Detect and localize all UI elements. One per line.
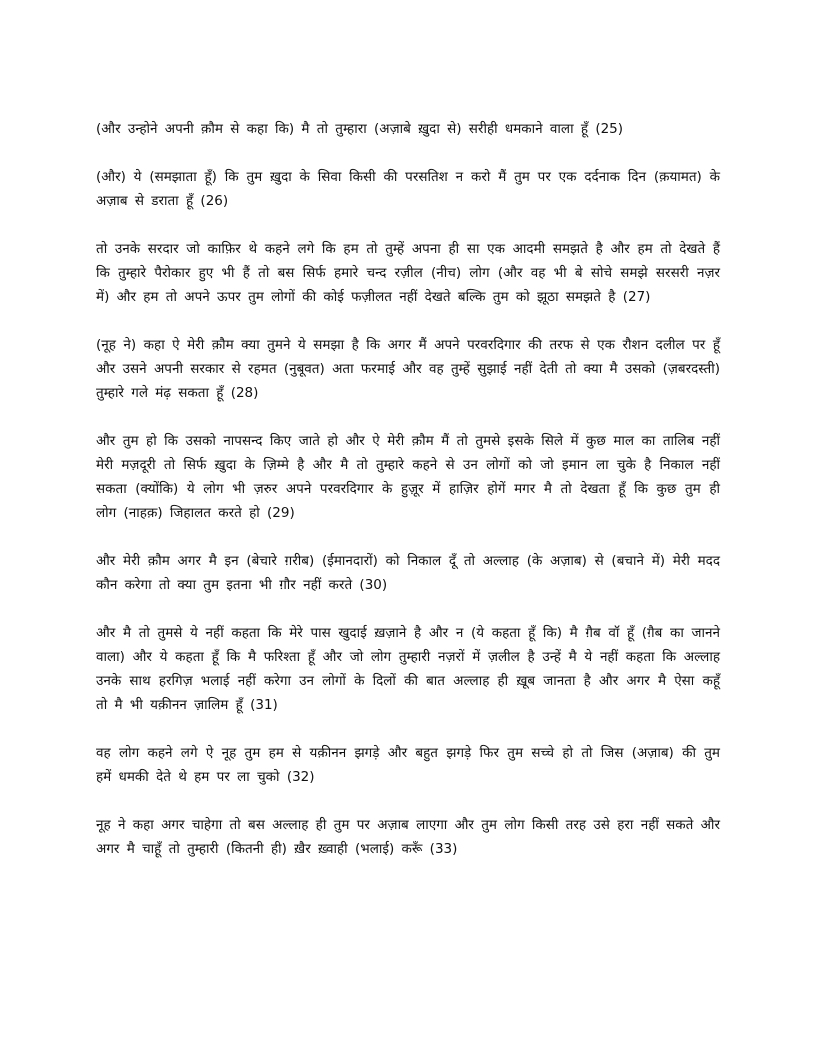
verse-27: तो उनके सरदार जो काफ़िर थे कहने लगे कि हम तो तुम्हें अपना ही सा एक आदमी समझते है और हम तो देखते हैं कि तुम्हारे पैरोकार हुए भी हैं तो बस सिर्फ हमारे चन्द रज़ील (नीच) लोग (और वह भी बे सोचे समझे सरसरी नज़र में) और हम तो अपने ऊपर तुम लोगों की कोई फज़ीलत नहीं देखते बल्कि तुम को झूठा समझते है (27) — [96, 241, 720, 305]
document-page — [96, 117, 720, 885]
verse-32: वह लोग कहने लगे ऐ नूह तुम हम से यक़ीनन झगड़े और बहुत झगड़े फिर तुम सच्चे हो तो जिस (अज़ाब) की तुम हमें धमकी देते थे हम पर ला चुको (32) — [96, 745, 720, 785]
verse-33: नूह ने कहा अगर चाहेगा तो बस अल्लाह ही तुम पर अज़ाब लाएगा और तुम लोग किसी तरह उसे हरा नहीं सकते और अगर मै चाहूँ तो तुम्हारी (कितनी ही) ख़ैर ख़्वाही (भलाई) करूँ (33) — [96, 817, 720, 857]
verse-28: (नूह ने) कहा ऐ मेरी क़ौम क्या तुमने ये समझा है कि अगर मैं अपने परवरदिगार की तरफ से एक रौशन दलील पर हूँ और उसने अपनी सरकार से रहमत (नुबूवत) अता फरमाई और वह तुम्हें सुझाई नहीं देती तो क्या मै उसको (ज़बरदस्ती) तुम्हारे गले मंढ़ सकता हूँ (28) — [96, 337, 720, 401]
verse-30: और मेरी क़ौम अगर मै इन (बेचारे ग़रीब) (ईमानदारों) को निकाल दूँ तो अल्लाह (के अज़ाब) से (बचाने में) मेरी मदद कौन करेगा तो क्या तुम इतना भी ग़ौर नहीं करते (30) — [96, 553, 720, 593]
verse-29: और तुम हो कि उसको नापसन्द किए जाते हो और ऐ मेरी क़ौम मैं तो तुमसे इसके सिले में कुछ माल का तालिब नहीं मेरी मज़दूरी तो सिर्फ ख़ुदा के ज़िम्मे है और मै तो तुम्हारे कहने से उन लोगों को जो इमान ला चुके है निकाल नहीं सकता (क्योंकि) ये लोग भी ज़रुर अपने परवरदिगार के हुज़ूर में हाज़िर होगें मगर मै तो देखता हूँ कि कुछ तुम ही लोग (नाहक़) जिहालत करते हो (29) — [96, 433, 720, 521]
verse-25: (और उन्होने अपनी क़ौम से कहा कि) मै तो तुम्हारा (अज़ाबे ख़ुदा से) सरीही धमकाने वाला हूँ (25) — [96, 121, 624, 137]
verse-31: और मै तो तुमसे ये नहीं कहता कि मेरे पास खुदाई ख़ज़ाने है और न (ये कहता हूँ कि) मै ग़ैब वॉ हूँ (ग़ैब का जानने वाला) और ये कहता हूँ कि मै फरिश्ता हूँ और जो लोग तुम्हारी नज़रों में ज़लील है उन्हें मै ये नहीं कहता कि अल्लाह उनके साथ हरगिज़ भलाई नहीं करेगा उन लोगों के दिलों की बात अल्लाह ही ख़ूब जानता है और अगर मै ऐसा कहूँ तो मै भी यक़ीनन ज़ालिम हूँ (31) — [96, 625, 720, 713]
verse-26: (और) ये (समझाता हूँ) कि तुम ख़ुदा के सिवा किसी की परसतिश न करो मैं तुम पर एक दर्दनाक दिन (क़यामत) के अज़ाब से डराता हूँ (26) — [96, 169, 720, 209]
